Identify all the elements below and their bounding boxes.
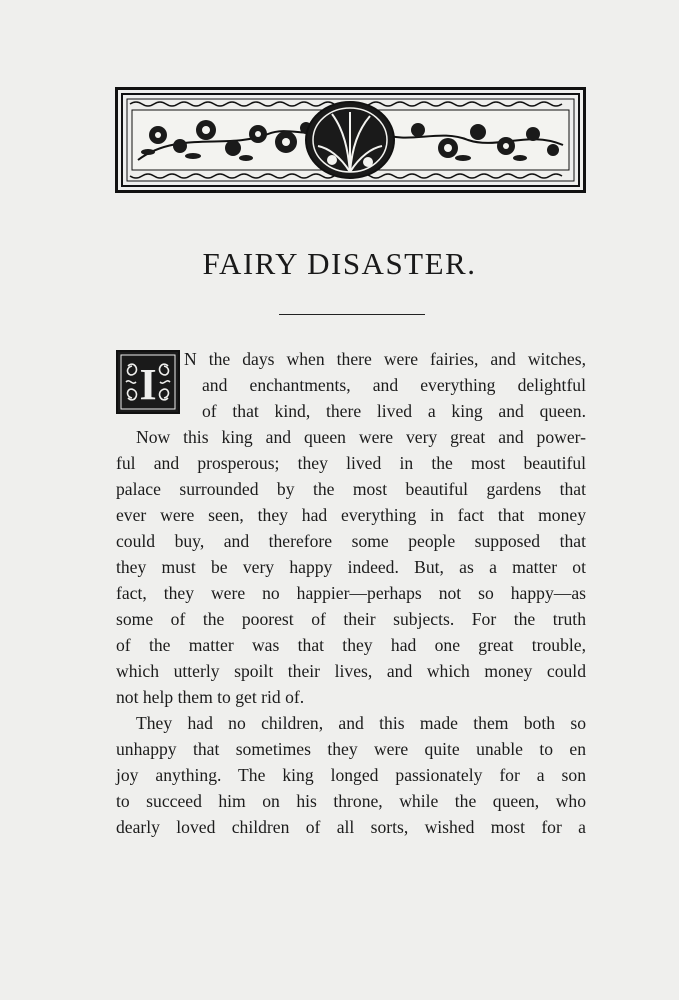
title-rule [279,314,425,315]
text-line-5: ful and prosperous; they lived in the most beautiful [116,453,586,473]
text-line-14: not help them to get rid of. [116,687,305,707]
text-line-11: some of the poorest of their subjects. For the truth [116,609,586,629]
floral-ornament-image [118,90,583,190]
text-line-4: Now this king and queen were very great and power- [136,427,586,447]
text-line-18: to succeed him on his throne, while the queen, who [116,791,586,811]
text-line-2: and enchantments, and everything delightful [202,375,586,395]
text-line-1: N the days when there were fairies, and witches, [184,349,586,369]
text-line-8: could buy, and therefore some people supposed that [116,531,586,551]
text-line-9: they must be very happy indeed. But, as a matter ot [116,557,586,577]
drop-cap-image [118,352,178,412]
text-line-16: unhappy that sometimes they were quite unable to en [116,739,586,759]
drop-cap-letter: I [139,360,157,409]
text-line-3: of that kind, there lived a king and queen. [202,401,586,421]
chapter-title: FAIRY DISASTER. [202,246,477,281]
text-line-6: palace surrounded by the most beautiful gardens that [116,479,586,499]
text-line-13: which utterly spoilt their lives, and which money could [116,661,586,681]
text-line-10: fact, they were no happier—perhaps not so happy—as [116,583,586,603]
floral-header-ornament [115,87,586,193]
text-line-19: dearly loved children of all sorts, wished most for a [116,817,586,837]
text-line-7: ever were seen, they had everything in fact that money [116,505,586,525]
text-line-15: They had no children, and this made them both so [136,713,586,733]
drop-cap-ornament [116,350,180,414]
text-line-17: joy anything. The king longed passionately for a son [116,765,586,785]
text-line-12: of the matter was that they had one great trouble, [116,635,586,655]
